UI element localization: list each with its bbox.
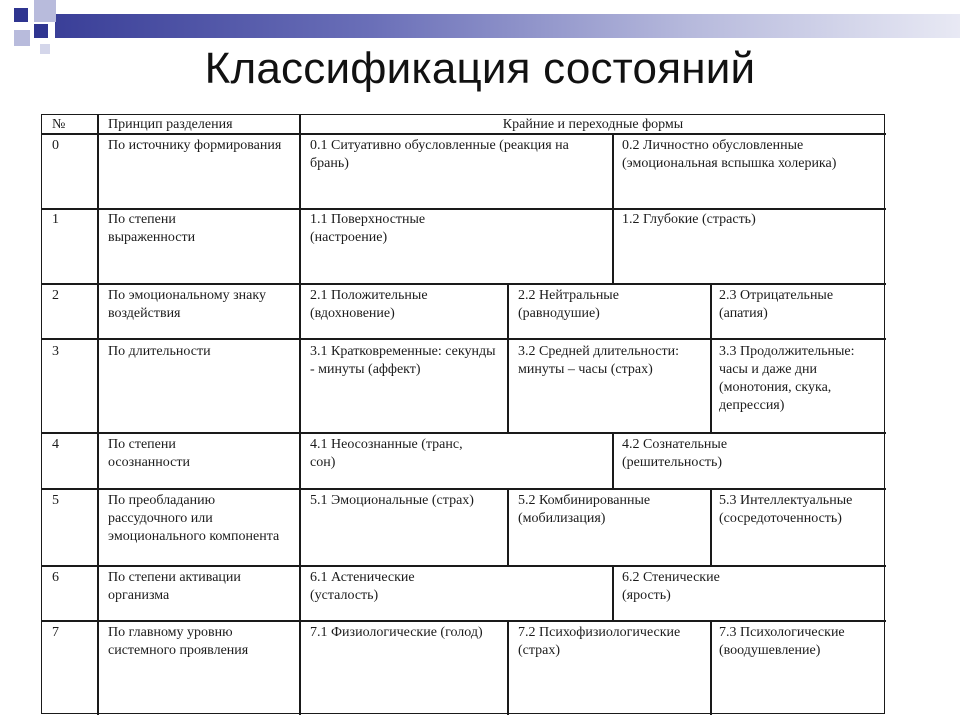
row-3-principle: По длительности [108,344,211,359]
row-line [42,432,886,434]
row-5-form-3: 5.3 Интеллектуальные (сосредоточенность) [719,493,853,526]
row-6-form-1: 6.1 Астенические (усталость) [310,570,415,603]
col-line [710,283,712,432]
row-7-principle: По главному уровню системного проявления [108,625,249,658]
header-principle: Принцип разделения [108,117,233,132]
col-line [612,133,614,283]
header-num: № [52,117,66,132]
col-line [507,283,509,432]
row-2-form-3: 2.3 Отрицательные (апатия) [719,288,834,321]
decor-square-2 [34,0,56,22]
row-6-principle: По степени активации организма [108,570,241,603]
decor-square-3 [34,24,48,38]
row-4-num: 4 [52,437,59,452]
row-3-form-1: 3.1 Кратковременные: секунды - минуты (аффект) [310,344,496,377]
row-line [42,208,886,210]
row-1-principle: По степени выраженности [108,212,196,245]
row-6-form-2: 6.2 Стенические (ярость) [622,570,720,603]
header-forms: Крайние и переходные формы [502,117,684,132]
row-line [42,488,886,490]
row-7-form-1: 7.1 Физиологические (голод) [310,625,483,640]
col-line [299,115,301,715]
col-line [507,488,509,565]
col-line [612,565,614,620]
row-2-form-1: 2.1 Положительные (вдохновение) [310,288,428,321]
row-line [42,338,886,340]
col-line [507,620,509,715]
row-6-num: 6 [52,570,59,585]
row-4-form-1: 4.1 Неосознанные (транс, сон) [310,437,463,470]
row-7-form-3: 7.3 Психологические (воодушевление) [719,625,845,658]
row-line [42,283,886,285]
row-line [42,565,886,567]
col-line [710,620,712,715]
row-2-num: 2 [52,288,59,303]
row-0-principle: По источнику формирования [108,138,282,153]
row-2-form-2: 2.2 Нейтральные (равнодушие) [518,288,619,321]
row-4-principle: По степени осознанности [108,437,190,470]
row-0-form-1: 0.1 Ситуативно обусловленные (реакция на брань) [310,138,569,171]
col-line [97,115,99,715]
row-5-principle: По преобладанию рассудочного или эмоционального компонента [108,493,280,544]
row-1-form-1: 1.1 Поверхностные (настроение) [310,212,426,245]
page-title: Классификация состояний [204,44,756,93]
row-0-num: 0 [52,138,59,153]
header-gradient-band [55,14,960,38]
row-5-form-1: 5.1 Эмоциональные (страх) [310,493,474,508]
row-1-num: 1 [52,212,59,227]
classification-table [41,114,885,714]
col-line [612,432,614,488]
row-3-form-2: 3.2 Средней длительности: минуты – часы (страх) [518,344,680,377]
row-5-num: 5 [52,493,59,508]
row-1-form-2: 1.2 Глубокие (страсть) [622,212,756,227]
row-5-form-2: 5.2 Комбинированные (мобилизация) [518,493,651,526]
row-7-num: 7 [52,625,59,640]
row-0-form-2: 0.2 Личностно обусловленные (эмоциональная вспышка холерика) [622,138,837,171]
decor-square-1 [14,8,28,22]
row-4-form-2: 4.2 Сознательные (решительность) [622,437,728,470]
row-3-form-3: 3.3 Продолжительные: часы и даже дни (монотония, скука, депрессия) [719,344,855,413]
row-3-num: 3 [52,344,59,359]
row-2-principle: По эмоциональному знаку воздействия [108,288,266,321]
row-7-form-2: 7.2 Психофизиологические (страх) [518,625,681,658]
row-line [42,620,886,622]
col-line [710,488,712,565]
